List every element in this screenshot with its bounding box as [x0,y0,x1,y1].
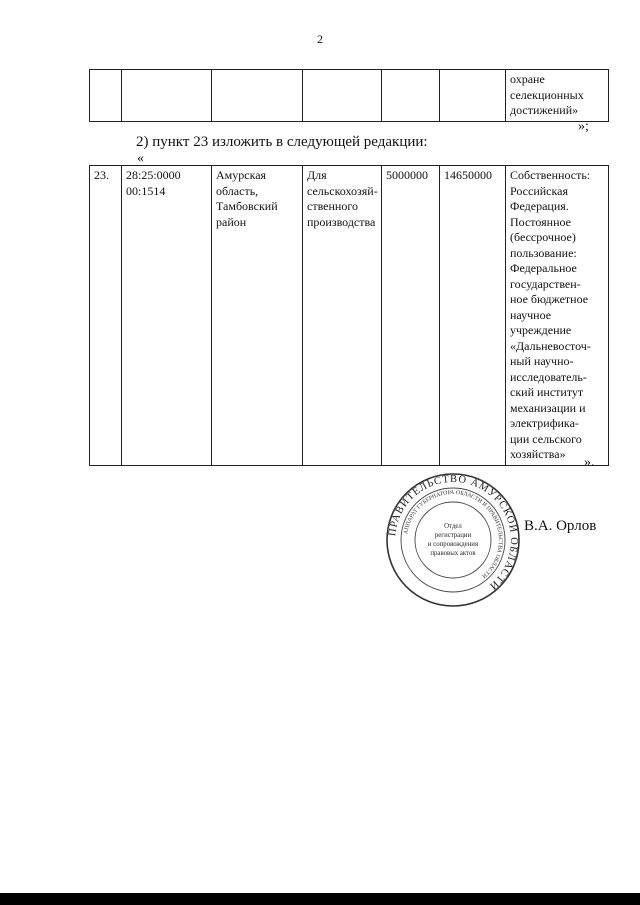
stamp-outer-text: ПРАВИТЕЛЬСТВО АМУРСКОЙ ОБЛАСТИ [387,473,520,592]
cell-line: охране [510,72,545,86]
stamp-inner-text: АППАРАТ ГУБЕРНАТОРА ОБЛАСТИ И ПРАВИТЕЛЬСТВА ОБЛАСТИ [403,489,504,579]
cell-line: область, [216,183,259,198]
cell-line: Федеральное [510,261,577,275]
table-cell-rights [506,70,609,122]
cell-line: учреждение [510,323,572,337]
table-cell [122,70,212,122]
cell-line: 5000000 [386,168,428,182]
cell-line: механизации и [510,400,586,415]
cell-line: производства [307,214,376,229]
cell-line: селекционных [510,87,584,102]
table-cell [440,70,506,122]
table-row [90,166,609,466]
cell-line: пользование: [510,245,577,260]
cell-line: ственного [307,199,358,213]
cell-line: Амурская [216,168,267,182]
cell-line: электрифика- [510,416,579,430]
table-item-23 [89,165,609,466]
official-stamp [383,470,523,610]
table-cell [90,70,122,122]
cell-purpose [303,166,382,466]
cell-line: ное бюджетное [510,292,589,306]
cell-line: район [216,214,247,229]
stamp-center-line: Отдел [444,523,462,530]
opening-quote: « [137,151,144,166]
cell-line: Федерация. [510,199,569,213]
cell-line: ции сельского [510,431,582,446]
cell-line: научное [510,307,552,322]
cell-line: 00:1514 [126,183,166,198]
cell-line: «Дальневосточ- [510,338,591,353]
cell-line: 14650000 [444,168,492,182]
cell-line: государствен- [510,276,581,291]
cell-line: ный научно- [510,354,574,368]
cell-line: достижений» [510,103,579,117]
closing-quote: ». [584,455,595,470]
closing-quote: »; [578,119,589,134]
table-cell [212,70,303,122]
cell-line: Тамбовский [216,199,278,213]
cell-line: Российская [510,183,568,198]
cell-line: исследователь- [510,369,587,384]
table-cell [382,70,440,122]
cell-rights [506,166,609,466]
page-number: 2 [317,32,323,46]
cell-cadastral-number [122,166,212,466]
cell-number [90,166,122,466]
cell-line: 28:25:0000 [126,168,181,182]
stamp-center-line: регистрации [434,532,472,539]
scan-edge-bar [0,893,640,905]
signature-name: В.А. Орлов [524,518,597,534]
cell-line: ский институт [510,385,584,399]
cell-line: 23. [94,168,109,182]
cell-line: хозяйства» [510,447,566,461]
table-cell [303,70,382,122]
cell-area [382,166,440,466]
cell-cadastral-value [440,166,506,466]
instruction-text: 2) пункт 23 изложить в следующей редакции: [136,134,428,150]
stamp-center-line: и сопровождения [427,541,479,548]
cell-location [212,166,303,466]
cell-line: Для [307,168,327,182]
stamp-center-line: правовых актов [430,550,476,557]
cell-line: Постоянное [510,214,571,229]
table-row [90,70,609,122]
cell-line: (бессрочное) [510,230,576,244]
table-continuation [89,69,609,122]
cell-line: Собственность: [510,168,591,182]
cell-line: сельскохозяй- [307,183,378,198]
